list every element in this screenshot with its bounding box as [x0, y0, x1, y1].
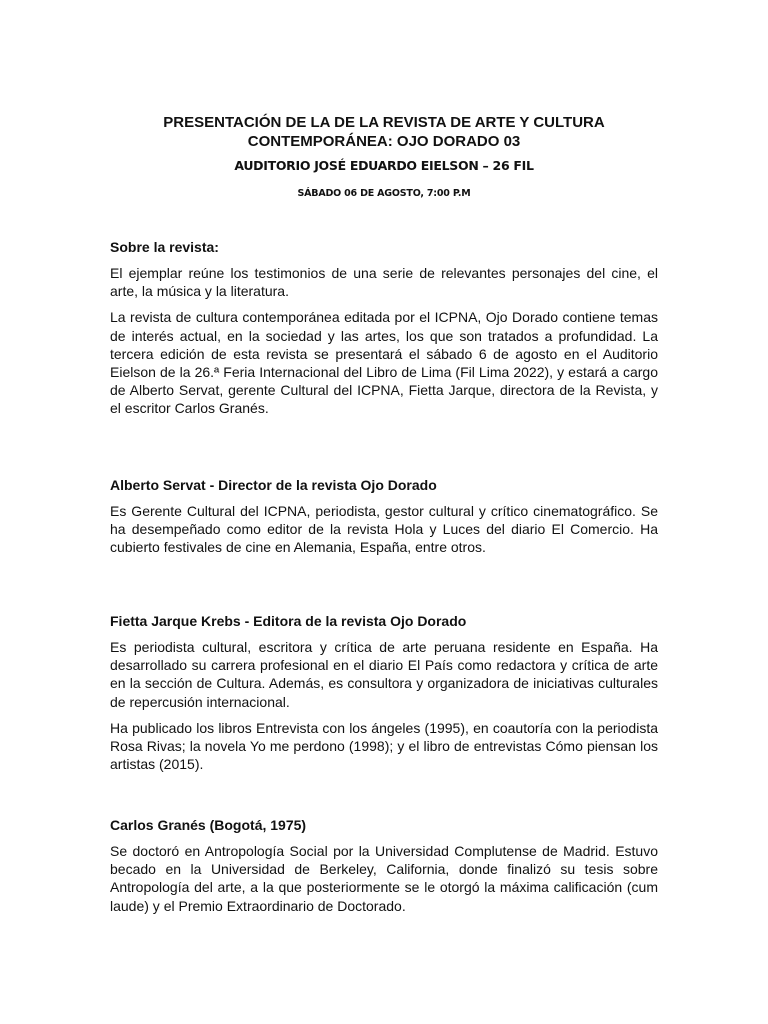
- paragraph: Ha publicado los libros Entrevista con los ángeles (1995), en coautoría con la periodista Rosa Rivas; la novela Yo me perdono (1998); y el libro de entrevistas Cómo piensan los artistas (2015).: [110, 719, 658, 773]
- event-date: SÁBADO 06 DE AGOSTO, 7:00 P.M: [297, 188, 471, 199]
- section-fietta-jarque: [110, 612, 658, 773]
- paragraph: Es periodista cultural, escritora y crítica de arte peruana residente en España. Ha desarrollado su carrera profesional en el diario El País como redactora y crítica de arte en la sección de Cultura. Además, es consultora y organizadora de iniciativas culturales de repercusión internacional.: [110, 639, 658, 710]
- section-carlos-granes: [110, 816, 658, 915]
- paragraph: El ejemplar reúne los testimonios de una serie de relevantes personajes del cine, el arte, la música y la literatura.: [110, 265, 658, 300]
- paragraph: Se doctoró en Antropología Social por la Universidad Complutense de Madrid. Estuvo becado en la Universidad de Berkeley, California, donde finalizó su tesis sobre Antropología del arte, a la que posteriormente se le otorgó la máxima calificación (cum laude) y el Premio Extraordinario de Doctorado.: [110, 843, 658, 914]
- paragraph: La revista de cultura contemporánea editada por el ICPNA, Ojo Dorado contiene temas de interés actual, en la sociedad y las artes, los que son tratados a profundidad. La tercera edición de esta revista se presentará el sábado 6 de agosto en el Auditorio Eielson de la 26.ª Feria Internacional del Libro de Lima (Fil Lima 2022), y estará a cargo de Alberto Servat, gerente Cultural del ICPNA, Fietta Jarque, directora de la Revista, y el escritor Carlos Granés.: [110, 309, 658, 417]
- section-heading: Fietta Jarque Krebs - Editora de la revista Ojo Dorado: [110, 613, 467, 629]
- section-heading: Carlos Granés (Bogotá, 1975): [110, 817, 307, 833]
- document-page: [110, 0, 658, 1024]
- section-about-magazine: [110, 238, 658, 418]
- section-alberto-servat: [110, 476, 658, 557]
- section-heading: Sobre la revista:: [110, 239, 219, 255]
- section-heading: Alberto Servat - Director de la revista Ojo Dorado: [110, 477, 437, 493]
- document-title: PRESENTACIÓN DE LA DE LA REVISTA DE ARTE Y CULTURA CONTEMPORÁNEA: OJO DORADO 03: [163, 114, 605, 150]
- event-venue: AUDITORIO JOSÉ EDUARDO EIELSON – 26 FIL: [234, 158, 534, 173]
- paragraph: Es Gerente Cultural del ICPNA, periodista, gestor cultural y crítico cinematográfico. Se ha desempeñado como editor de la revista Hola y Luces del diario El Comercio. Ha cubierto festivales de cine en Alemania, España, entre otros.: [110, 503, 658, 556]
